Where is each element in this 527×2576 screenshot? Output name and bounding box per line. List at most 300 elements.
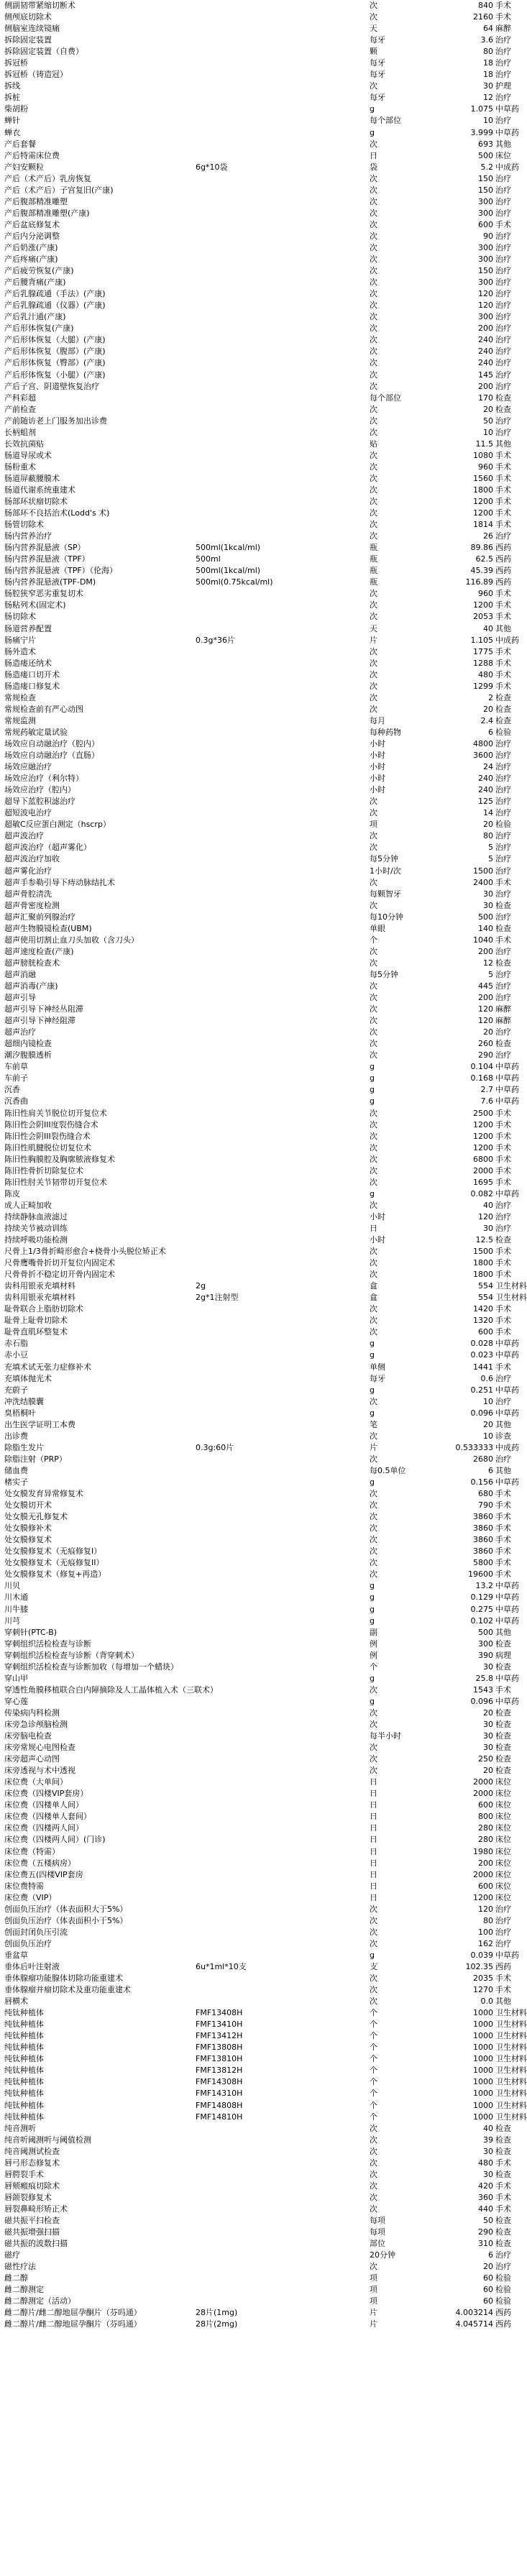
table-row [0, 69, 521, 81]
table-row [0, 2169, 521, 2181]
item-category: 手术 [495, 1142, 511, 1152]
item-name: 肠道导尿或术 [4, 450, 52, 460]
item-unit: 例 [370, 1650, 377, 1660]
item-price: 300 [478, 278, 493, 288]
item-unit: 次 [370, 1119, 377, 1129]
table-row [0, 1015, 521, 1027]
item-price: 840 [478, 1, 493, 10]
item-unit: g [370, 1339, 375, 1349]
table-row [0, 1385, 521, 1396]
item-price: 30 [483, 1223, 493, 1233]
table-row [0, 1777, 521, 1788]
item-price: 290 [478, 2227, 493, 2237]
table-row [0, 1973, 521, 1984]
item-category: 检查 [495, 2123, 511, 2133]
table-row [0, 1477, 521, 1488]
item-name: 肠内营养混悬液（TPF） [4, 554, 90, 564]
item-name: 床位费（四楼单人套间） [4, 1812, 91, 1822]
item-price: 30 [483, 889, 493, 899]
item-name: 产后腹部精准雕塑 [4, 196, 68, 206]
item-unit: 个 [370, 2043, 377, 2053]
table-row [0, 370, 521, 381]
table-row [0, 462, 521, 473]
item-category: 中草药 [495, 1350, 519, 1360]
item-unit: 次 [370, 1154, 377, 1164]
item-name: 川木通 [4, 1592, 28, 1603]
item-price: 20 [483, 1766, 493, 1776]
item-unit: 小时 [370, 739, 385, 748]
table-row [0, 1800, 521, 1811]
item-name: 尺骨上1/3骨折畸形愈合+桡骨小头脱位矫正术 [4, 1247, 166, 1257]
table-row [0, 162, 521, 173]
item-price: 1543 [473, 1685, 493, 1695]
item-unit: 小时 [370, 785, 385, 795]
table-row [0, 277, 521, 288]
table-row [0, 439, 521, 450]
item-price: 18 [483, 70, 493, 80]
item-category: 治疗 [495, 185, 511, 195]
item-category: 治疗 [495, 1938, 511, 1948]
item-unit: 个 [370, 2008, 377, 2018]
item-category: 床位 [495, 150, 511, 160]
item-category: 病理 [495, 1650, 511, 1660]
item-category: 治疗 [495, 335, 511, 345]
item-price: 40 [483, 2123, 493, 2133]
table-row [0, 866, 521, 877]
item-price: 10 [483, 427, 493, 437]
table-row [0, 784, 521, 796]
item-unit: 每半小时 [370, 1731, 401, 1741]
table-row [0, 796, 521, 807]
item-category: 治疗 [495, 1027, 511, 1037]
item-unit: 个 [370, 2100, 377, 2110]
item-name: 床旁急诊颅脑检测 [4, 1719, 68, 1729]
table-row [0, 2135, 521, 2146]
item-price: 0.039 [470, 1950, 493, 1960]
item-unit: 每牙 [370, 1373, 385, 1383]
item-price: 1000 [473, 2066, 493, 2076]
item-name: 产后乳腺疏通（仪器）(产康) [4, 301, 106, 311]
item-unit: 日 [370, 1846, 377, 1856]
item-price: 1200 [473, 1119, 493, 1129]
item-category: 手术 [495, 450, 511, 460]
table-row [0, 1211, 521, 1223]
item-name: 产后奶涨(产康) [4, 242, 58, 252]
item-category: 床位 [495, 1858, 511, 1868]
item-unit: 次 [370, 797, 377, 807]
item-unit: g [370, 1604, 375, 1614]
item-name: 纯音阈测试检查 [4, 2146, 60, 2156]
item-category: 卫生材料 [495, 2008, 527, 2018]
item-name: 赤石脂 [4, 1339, 28, 1349]
table-row [0, 58, 521, 69]
item-spec: FMF13408H [196, 2008, 243, 2018]
item-name: 超短波电治疗 [4, 808, 52, 818]
item-category: 治疗 [495, 289, 511, 299]
item-price: 1000 [473, 2112, 493, 2122]
item-unit: 次 [370, 589, 377, 599]
item-price: 30 [483, 2169, 493, 2179]
item-price: 240 [478, 774, 493, 784]
item-unit: 次 [370, 646, 377, 656]
item-unit: 盒 [370, 1293, 377, 1303]
item-name: 出诊费 [4, 1431, 28, 1441]
item-price: 500 [478, 1627, 493, 1637]
item-unit: 片 [370, 1442, 377, 1452]
table-row [0, 519, 521, 531]
item-category: 中草药 [495, 127, 519, 137]
item-category: 检查 [495, 1039, 511, 1049]
item-spec: 500ml(1kcal/ml) [196, 543, 261, 553]
item-price: 2.4 [480, 715, 493, 725]
item-category: 西药 [495, 2308, 511, 2318]
item-price: 0.533333 [455, 1442, 493, 1452]
item-name: 超声引导 [4, 993, 36, 1003]
table-row [0, 992, 521, 1004]
item-category: 手术 [495, 219, 511, 229]
item-unit: g [370, 1085, 375, 1095]
item-name: 陈旧性肩关节脱位切开复位术 [4, 1108, 107, 1118]
table-row [0, 92, 521, 104]
item-price: 2.7 [480, 1085, 493, 1095]
item-price: 1270 [473, 1985, 493, 1995]
item-category: 检查 [495, 1661, 511, 1672]
item-name: 磁共振的波数扫描 [4, 2239, 68, 2249]
item-unit: 次 [370, 658, 377, 668]
item-price: 30 [483, 81, 493, 91]
item-price: 1560 [473, 473, 493, 483]
item-price: 240 [478, 785, 493, 795]
table-row [0, 2273, 521, 2284]
item-name: 穿山甲 [4, 1673, 28, 1683]
item-price: 1.105 [470, 635, 493, 645]
item-price: 1000 [473, 2077, 493, 2087]
item-category: 其他 [495, 623, 511, 633]
item-unit: 日 [370, 1835, 377, 1845]
item-name: 陈旧性胸膜腔及胸廓脓液修复术 [4, 1154, 115, 1164]
item-unit: g [370, 1073, 375, 1083]
table-row [0, 1615, 521, 1627]
item-name: 穿心莲 [4, 1696, 28, 1706]
item-category: 检验 [495, 2296, 511, 2306]
item-name: 产前检查 [4, 404, 36, 414]
item-category: 检查 [495, 1638, 511, 1649]
item-name: 沉香 [4, 1085, 20, 1095]
item-unit: 次 [370, 242, 377, 252]
item-price: 12.5 [475, 1235, 493, 1245]
item-category: 手术 [495, 1685, 511, 1695]
table-row [0, 1719, 521, 1731]
table-row [0, 600, 521, 611]
item-price: 5800 [473, 1558, 493, 1568]
item-unit: 个 [370, 1661, 377, 1672]
table-row [0, 1177, 521, 1188]
table-row [0, 2181, 521, 2192]
item-name: 处女膜修复术 [4, 1535, 52, 1545]
table-row [0, 2100, 527, 2112]
item-unit: 次 [370, 1, 377, 10]
table-row [0, 1362, 521, 1373]
item-name: 场效应融治疗 [4, 762, 52, 772]
table-row [0, 334, 521, 346]
item-name: 持续关节被动训练 [4, 1223, 68, 1233]
item-name: 肠管切除术 [4, 520, 44, 530]
item-name: 超声骨腔清洗 [4, 889, 52, 899]
item-unit: 次 [370, 1108, 377, 1118]
item-category: 卫生材料 [495, 1281, 527, 1291]
item-price: 0.156 [470, 1477, 493, 1487]
item-price: 0.082 [470, 1188, 493, 1198]
table-row [0, 715, 521, 727]
table-row [0, 427, 521, 439]
item-unit: g [370, 1581, 375, 1591]
item-price: 10 [483, 1431, 493, 1441]
table-row [0, 2307, 521, 2319]
item-category: 检验 [495, 2285, 511, 2295]
item-price: 5 [488, 969, 493, 979]
item-category: 西药 [495, 2319, 511, 2329]
item-category: 手术 [495, 462, 511, 472]
item-name: 纯钛种植体 [4, 2066, 44, 2076]
item-category: 检查 [495, 704, 511, 714]
item-price: 1420 [473, 1304, 493, 1314]
item-name: 产后（术产后）乳房恢复 [4, 173, 91, 183]
item-name: 常规检查前有严心动图 [4, 704, 83, 714]
item-price: 0.104 [470, 1062, 493, 1072]
table-row [0, 1627, 521, 1638]
item-unit: g [370, 1673, 375, 1683]
item-price: 30 [483, 1661, 493, 1672]
item-name: 纯钛种植体 [4, 2054, 44, 2064]
item-unit: 次 [370, 1039, 377, 1049]
item-price: 150 [478, 173, 493, 183]
item-name: 赤小豆 [4, 1350, 28, 1360]
item-unit: 次 [370, 335, 377, 345]
item-name: 纯钛种植体 [4, 2077, 44, 2087]
table-row [0, 508, 521, 519]
item-spec: FMF14308H [196, 2077, 243, 2087]
item-price: 10 [483, 1396, 493, 1406]
table-row [0, 2238, 521, 2250]
item-price: 20 [483, 1708, 493, 1718]
item-name: 磁疗 [4, 2250, 20, 2260]
item-name: 垂盆草 [4, 1950, 28, 1960]
item-unit: 次 [370, 1523, 377, 1534]
item-category: 中草药 [495, 104, 519, 114]
item-unit: 项 [370, 2296, 377, 2306]
table-row [0, 242, 521, 254]
item-unit: 次 [370, 1165, 377, 1175]
item-unit: 次 [370, 2146, 377, 2156]
item-price: 24 [483, 762, 493, 772]
item-price: 0.096 [470, 1408, 493, 1418]
item-unit: 日 [370, 1823, 377, 1833]
item-category: 床位 [495, 1881, 511, 1891]
item-unit: 次 [370, 370, 377, 380]
item-name: 常规检查 [4, 692, 36, 702]
item-name: 纯钛种植体 [4, 2043, 44, 2053]
item-name: 侧颅底切除术 [4, 12, 52, 22]
item-category: 检查 [495, 2239, 511, 2249]
item-name: 穿刺组织活检检查与诊断 [4, 1638, 91, 1649]
table-row [0, 393, 521, 404]
item-category: 手术 [495, 1523, 511, 1534]
table-row [0, 1731, 521, 1742]
item-name: 除脂注射（PRP） [4, 1454, 67, 1464]
item-category: 治疗 [495, 981, 511, 991]
item-price: 150 [478, 266, 493, 276]
table-row [0, 288, 521, 300]
table-row [0, 1234, 521, 1246]
item-unit: 次 [370, 1142, 377, 1152]
item-price: 200 [478, 1858, 493, 1868]
item-category: 床位 [495, 1869, 511, 1879]
item-unit: 次 [370, 1685, 377, 1695]
table-row [0, 346, 521, 357]
item-price: 1200 [473, 508, 493, 518]
item-name: 场效应自动融治疗（直肠） [4, 751, 99, 761]
item-category: 检查 [495, 1235, 511, 1245]
item-unit: 次 [370, 1050, 377, 1060]
item-category: 治疗 [495, 381, 511, 391]
table-row [0, 231, 521, 242]
item-price: 1695 [473, 1177, 493, 1187]
table-row [0, 1580, 521, 1592]
item-unit: 次 [370, 508, 377, 518]
item-category: 检查 [495, 2135, 511, 2145]
item-price: 1000 [473, 2089, 493, 2099]
item-unit: 次 [370, 1766, 377, 1776]
item-price: 120 [478, 301, 493, 311]
table-row [0, 1996, 521, 2007]
item-name: 肠痛宁片 [4, 635, 36, 645]
item-price: 90 [483, 231, 493, 241]
table-row [0, 1811, 521, 1823]
table-row [0, 1257, 521, 1269]
item-category: 检查 [495, 393, 511, 403]
item-category: 中草药 [495, 1615, 519, 1626]
item-price: 5 [488, 843, 493, 853]
item-name: 处女膜无孔修复术 [4, 1512, 68, 1522]
item-unit: 次 [370, 1304, 377, 1314]
item-category: 卫生材料 [495, 1293, 527, 1303]
item-category: 手术 [495, 646, 511, 656]
item-name: 穿刺组织活检检查与诊断加收（每增加一个蜡块） [4, 1661, 178, 1672]
table-row [0, 127, 521, 139]
item-category: 治疗 [495, 531, 511, 541]
item-category: 卫生材料 [495, 2043, 527, 2053]
table-row [0, 1061, 521, 1073]
item-price: 480 [478, 669, 493, 679]
item-price: 250 [478, 1754, 493, 1764]
item-category: 中草药 [495, 1339, 519, 1349]
item-category: 治疗 [495, 1211, 511, 1221]
item-category: 检查 [495, 2227, 511, 2237]
item-name: 拆线 [4, 81, 20, 91]
item-category: 床位 [495, 1823, 511, 1833]
table-row [0, 1165, 521, 1177]
item-unit: 个 [370, 2031, 377, 2041]
item-category: 治疗 [495, 785, 511, 795]
table-row [0, 1892, 521, 1904]
item-price: 50 [483, 2216, 493, 2225]
item-category: 手术 [495, 1558, 511, 1568]
item-spec: 28片(2mg) [196, 2319, 238, 2329]
item-unit: 项 [370, 820, 377, 830]
item-price: 240 [478, 358, 493, 368]
item-name: 产后形体恢复(产康) [4, 324, 74, 334]
item-name: 超声波治疗（超声雾化） [4, 843, 91, 853]
item-category: 床位 [495, 1812, 511, 1822]
item-unit: 次 [370, 1719, 377, 1729]
table-row [0, 0, 521, 12]
item-unit: 日 [370, 1881, 377, 1891]
item-price: 360 [478, 2192, 493, 2202]
item-unit: 次 [370, 1546, 377, 1557]
item-unit: g [370, 1096, 375, 1106]
item-category: 卫生材料 [495, 2077, 527, 2087]
item-name: 雌二醇测定（活动） [4, 2296, 75, 2306]
item-name: 雌二醇片/雌二醇地屈孕酮片（芬吗通） [4, 2308, 142, 2318]
table-row [0, 889, 521, 900]
item-name: 拆冠桥 [4, 58, 28, 68]
item-price: 3.999 [470, 127, 493, 137]
item-price: 20 [483, 2262, 493, 2272]
item-category: 手术 [495, 589, 511, 599]
item-price: 60 [483, 2273, 493, 2283]
item-category: 手术 [495, 1489, 511, 1499]
item-category: 手术 [495, 497, 511, 507]
item-price: 12 [483, 958, 493, 968]
item-name: 陈旧性肌腱脱位切复位术 [4, 1142, 91, 1152]
table-row [0, 1004, 521, 1015]
item-unit: g [370, 1385, 375, 1395]
item-category: 手术 [495, 1985, 511, 1995]
item-unit: 次 [370, 485, 377, 495]
item-unit: 次 [370, 416, 377, 426]
item-spec: 500ml(0.75kcal/ml) [196, 577, 273, 587]
item-category: 治疗 [495, 946, 511, 956]
table-row [0, 565, 521, 577]
item-category: 治疗 [495, 969, 511, 979]
item-category: 护理 [495, 81, 511, 91]
table-row [0, 1292, 527, 1303]
item-unit: 每0.5单位 [370, 1465, 406, 1475]
item-unit: 片 [370, 2308, 377, 2318]
item-category: 治疗 [495, 751, 511, 761]
item-category: 治疗 [495, 1454, 511, 1464]
item-name: 出生医学证明工本费 [4, 1419, 75, 1429]
item-price: 62.5 [475, 554, 493, 564]
item-name: 肠内营养混悬液(TPF-DM) [4, 577, 96, 587]
item-category: 手术 [495, 669, 511, 679]
item-unit: 次 [370, 2158, 377, 2168]
item-name: 产前随访老上门服务加出诊费 [4, 416, 107, 426]
item-price: 1000 [473, 2008, 493, 2018]
item-category: 治疗 [495, 889, 511, 899]
item-name: 蝉针 [4, 116, 20, 126]
item-category: 卫生材料 [495, 2066, 527, 2076]
item-unit: 次 [370, 1200, 377, 1210]
item-unit: 次 [370, 1743, 377, 1753]
item-unit: 次 [370, 1904, 377, 1914]
item-name: 垂体后叶注射液 [4, 1961, 60, 1971]
item-spec: 0.3g:60片 [196, 1442, 234, 1452]
item-category: 手术 [495, 1974, 511, 1984]
item-unit: 笔 [370, 1419, 377, 1429]
item-price: 280 [478, 1835, 493, 1845]
item-category: 中成药 [495, 635, 519, 645]
